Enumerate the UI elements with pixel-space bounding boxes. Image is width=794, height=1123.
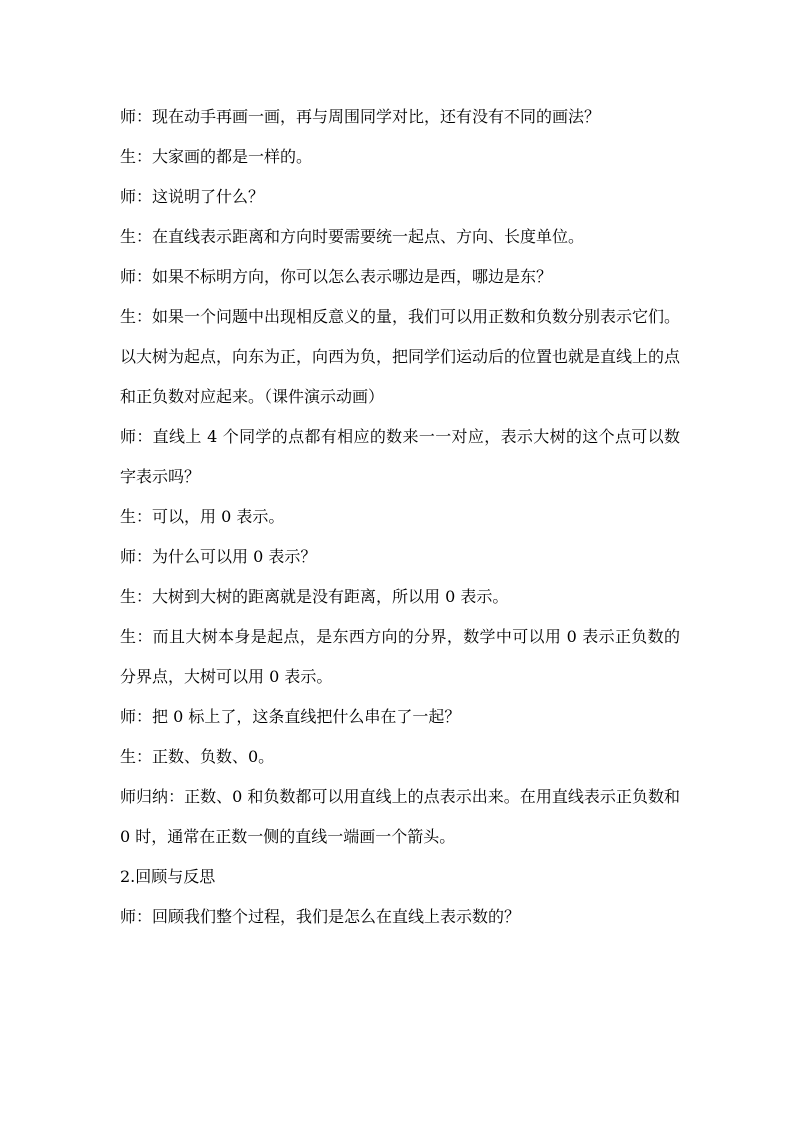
dialogue-paragraph: 生：如果一个问题中出现相反意义的量，我们可以用正数和负数分别表示它们。以大树为起点，向东为正，向西为负，把同学们运动后的位置也就是直线上的点和正负数对应起来。（课件演示动画） <box>120 307 681 406</box>
dialogue-paragraph: 师：把 0 标上了，这条直线把什么串在了一起？ <box>120 707 461 726</box>
dialogue-paragraph: 师归纳：正数、0 和负数都可以用直线上的点表示出来。在用直线表示正负数和 0 时，通常在正数一侧的直线一端画一个箭头。 <box>120 787 680 846</box>
dialogue-paragraph: 生：大树到大树的距离就是没有距离，所以用 0 表示。 <box>120 587 509 606</box>
dialogue-paragraph: 生：在直线表示距离和方向时要需要统一起点、方向、长度单位。 <box>120 227 585 246</box>
dialogue-paragraph: 师：回顾我们整个过程，我们是怎么在直线上表示数的？ <box>120 907 521 926</box>
dialogue-paragraph: 师：直线上 4 个同学的点都有相应的数来一一对应，表示大树的这个点可以数字表示吗？ <box>120 427 680 486</box>
dialogue-paragraph: 生：大家画的都是一样的。 <box>120 147 313 166</box>
document-body <box>120 97 680 937</box>
dialogue-paragraph: 师：如果不标明方向，你可以怎么表示哪边是西，哪边是东？ <box>120 267 553 286</box>
dialogue-paragraph: 生：而且大树本身是起点，是东西方向的分界，数学中可以用 0 表示正负数的分界点，大树可以用 0 表示。 <box>120 627 680 686</box>
dialogue-paragraph: 师：现在动手再画一画，再与周围同学对比，还有没有不同的画法？ <box>120 107 601 126</box>
dialogue-paragraph: 生：正数、负数、0。 <box>120 747 275 766</box>
dialogue-paragraph: 师：这说明了什么？ <box>120 187 265 206</box>
dialogue-paragraph: 师：为什么可以用 0 表示？ <box>120 547 317 566</box>
dialogue-paragraph: 生：可以，用 0 表示。 <box>120 507 285 526</box>
section-heading: 2.回顾与反思 <box>120 867 216 886</box>
